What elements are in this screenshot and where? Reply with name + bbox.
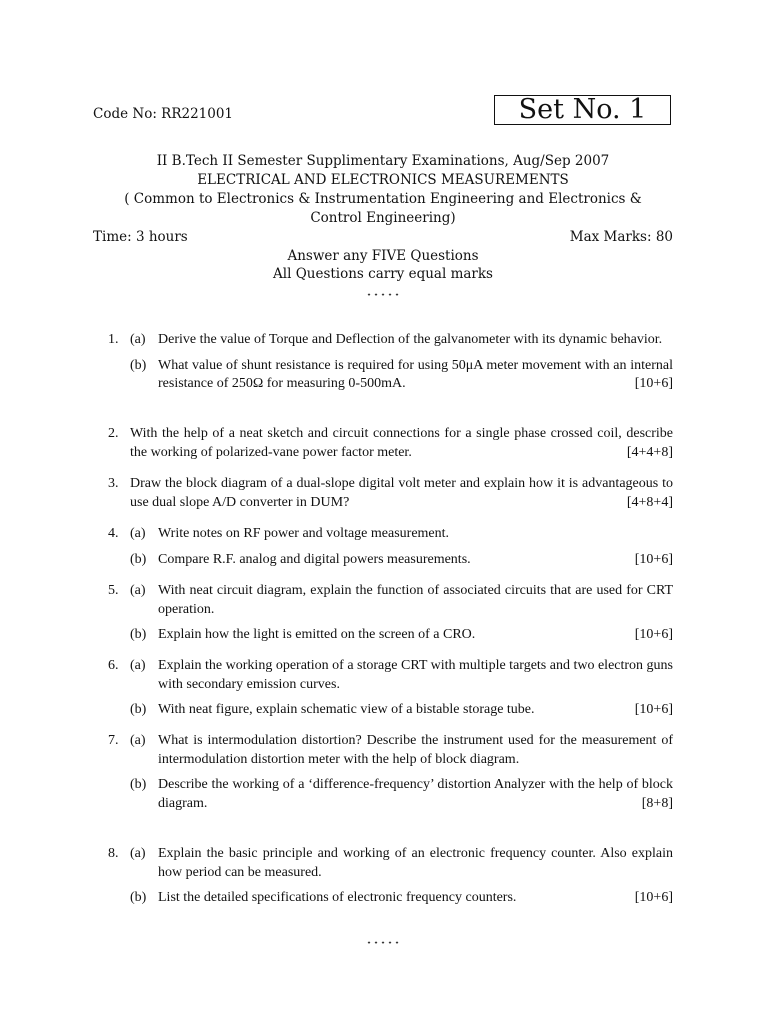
question-part	[130, 357, 673, 394]
question-part	[130, 845, 673, 882]
marks-allocation: [8+8]	[641, 795, 673, 811]
footer-stars-divider: ⋆⋆⋆⋆⋆	[366, 938, 402, 947]
question-number: 5.	[108, 583, 119, 598]
instruction-answer-five: Answer any FIVE Questions	[287, 248, 479, 264]
part-text: Explain how the light is emitted on the screen of a CRO.	[158, 627, 476, 642]
marks-allocation: [10+6]	[634, 702, 673, 717]
part-text: With neat circuit diagram, explain the function of associated circuits that are used for CRT operation.	[158, 583, 673, 617]
part-text: With neat figure, explain schematic view of a bistable storage tube.	[158, 702, 535, 717]
question-number: 8.	[108, 846, 119, 861]
part-label: (a)	[130, 583, 146, 598]
part-text: What is intermodulation distortion? Describe the instrument used for the measurement of intermodulation distortion meter with the help of block diagram.	[158, 733, 673, 767]
question-number: 4.	[108, 526, 119, 541]
part-text: List the detailed specifications of electronic frequency counters.	[158, 890, 517, 905]
common-to-line: ( Common to Electronics & Instrumentation Engineering and Electronics &	[124, 191, 642, 207]
marks-allocation: [10+6]	[634, 890, 673, 905]
question-part	[130, 776, 673, 813]
question-part	[130, 701, 673, 720]
question-text: Draw the block diagram of a dual-slope digital volt meter and explain how it is advantageous to use dual slope A/D converter in DUM?	[130, 476, 673, 510]
question-part	[130, 551, 673, 570]
header-stars-divider: ⋆⋆⋆⋆⋆	[366, 290, 402, 299]
question-8	[108, 845, 673, 908]
marks-allocation: [4+4+8]	[626, 444, 673, 460]
question-2	[108, 425, 673, 462]
question-6	[108, 657, 673, 720]
part-text: Write notes on RF power and voltage measurement.	[158, 526, 450, 541]
question-5	[108, 582, 673, 645]
question-part	[130, 525, 673, 544]
part-label: (a)	[130, 332, 146, 347]
question-4	[108, 525, 673, 569]
code-number: Code No: RR221001	[93, 106, 234, 122]
part-text: Compare R.F. analog and digital powers measurements.	[158, 551, 471, 567]
part-label: (b)	[130, 357, 147, 373]
question-number: 1.	[108, 332, 119, 347]
instruction-equal-marks: All Questions carry equal marks	[273, 266, 493, 282]
set-number-box: Set No. 1	[494, 95, 671, 125]
exam-title: II B.Tech II Semester Supplimentary Examinations, Aug/Sep 2007	[156, 153, 610, 169]
marks-allocation: [10+6]	[634, 376, 673, 391]
marks-allocation: [10+6]	[634, 627, 673, 642]
part-label: (b)	[130, 551, 147, 567]
part-label: (b)	[130, 777, 147, 792]
question-part	[130, 331, 673, 350]
question-part	[130, 657, 673, 694]
question-part	[130, 582, 673, 619]
question-text: With the help of a neat sketch and circuit connections for a single phase crossed coil, describe the working of polarized-vane power factor meter.	[130, 426, 673, 460]
part-text: Derive the value of Torque and Deflection of the galvanometer with its dynamic behavior.	[158, 332, 663, 347]
part-text: Explain the basic principle and working of an electronic frequency counter. Also explain how period can be measured.	[158, 846, 673, 880]
marks-allocation: [4+8+4]	[626, 494, 673, 510]
question-number: 6.	[108, 658, 119, 673]
question-number: 2.	[108, 426, 119, 441]
part-label: (a)	[130, 733, 146, 748]
marks-allocation: [10+6]	[634, 551, 673, 567]
question-number: 7.	[108, 733, 119, 748]
common-to-line-cont: Control Engineering)	[310, 210, 456, 226]
question-7	[108, 732, 673, 813]
question-part	[130, 732, 673, 769]
question-3	[108, 475, 673, 512]
part-text: Describe the working of a ‘difference-frequency’ distortion Analyzer with the help of block diagram.	[158, 777, 673, 811]
part-label: (a)	[130, 658, 146, 673]
part-text: Explain the working operation of a storage CRT with multiple targets and two electron guns with secondary emission curves.	[158, 658, 673, 692]
question-1	[108, 331, 673, 394]
part-label: (b)	[130, 627, 147, 642]
part-label: (a)	[130, 846, 146, 861]
subject-title: ELECTRICAL AND ELECTRONICS MEASUREMENTS	[197, 172, 569, 188]
part-text: What value of shunt resistance is required for using 50μA meter movement with an internal resistance of 250Ω for measuring 0-500mA.	[158, 357, 673, 391]
question-part	[130, 889, 673, 908]
part-label: (b)	[130, 702, 147, 717]
part-label: (a)	[130, 526, 146, 541]
time-label: Time: 3 hours	[93, 229, 188, 245]
question-part	[130, 626, 673, 645]
question-number: 3.	[108, 476, 119, 491]
part-label: (b)	[130, 890, 147, 905]
max-marks-label: Max Marks: 80	[569, 229, 673, 245]
